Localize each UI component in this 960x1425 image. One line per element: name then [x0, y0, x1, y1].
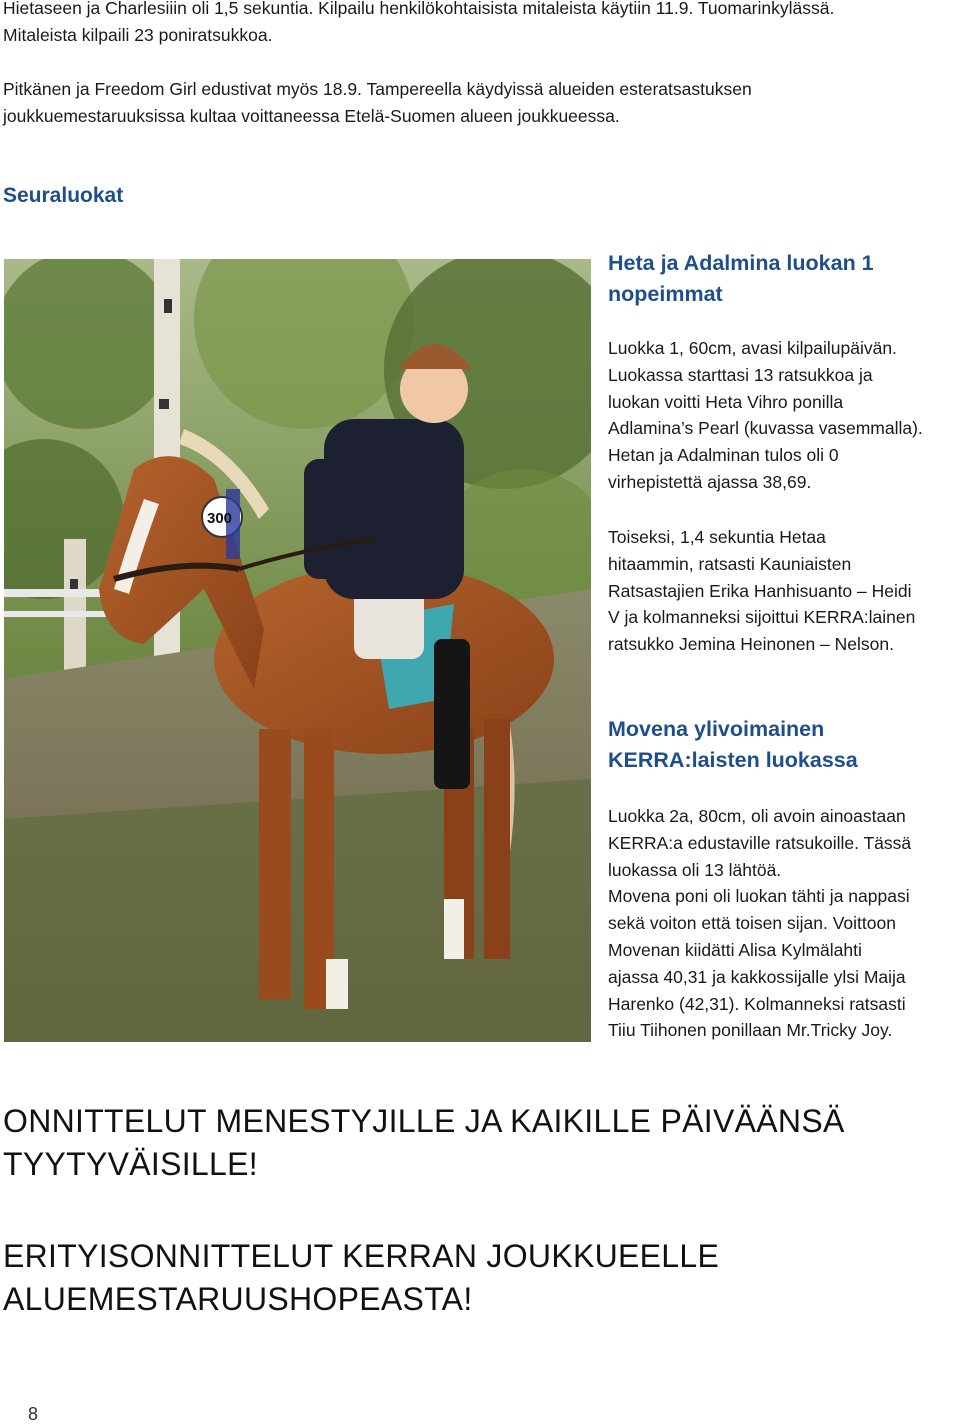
congrats-line: ALUEMESTARUUSHOPEASTA! — [3, 1281, 473, 1317]
article-heading-adalmina — [608, 248, 958, 310]
text-line: Ratsastajien Erika Hanhisuanto – Heidi — [608, 580, 912, 601]
text-line: sekä voiton että toisen sijan. Voittoon — [608, 913, 896, 934]
text-line: ajassa 40,31 ja kakkossijalle ylsi Maija — [608, 966, 906, 987]
text-line: luokan voitti Heta Vihro ponilla — [608, 391, 844, 412]
congrats-line: TYYTYVÄISILLE! — [3, 1146, 258, 1182]
text-line: Movena poni oli luokan tähti ja nappasi — [608, 886, 910, 907]
section-title: Seuraluokat — [3, 184, 124, 207]
text-line: Harenko (42,31). Kolmanneksi ratsasti — [608, 993, 906, 1014]
intro-line: joukkuemestaruuksissa kultaa voittaneessa Etelä-Suomen alueen joukkueessa. — [3, 106, 620, 126]
congratulations-message — [3, 1100, 845, 1186]
article-heading-movena — [608, 714, 958, 776]
text-line: KERRA:a edustaville ratsukoille. Tässä — [608, 832, 912, 853]
text-line: Luokka 1, 60cm, avasi kilpailupäivän. — [608, 338, 897, 358]
text-line: luokassa oli 13 lähtöä. — [608, 859, 782, 880]
heading-line: Movena ylivoimainen — [608, 717, 825, 741]
page-number: 8 — [28, 1404, 39, 1424]
text-line: virhepistettä ajassa 38,69. — [608, 471, 812, 492]
intro-paragraph-1 — [3, 0, 834, 49]
text-line: Luokassa starttasi 13 ratsukkoa ja — [608, 364, 873, 385]
text-line: Adlamina’s Pearl (kuvassa vasemmalla). — [608, 418, 923, 439]
text-line: Toiseksi, 1,4 sekuntia Hetaa — [608, 527, 826, 547]
text-line: V ja kolmanneksi sijoittui KERRA:lainen — [608, 607, 916, 628]
congrats-line: ERITYISONNITTELUT KERRAN JOUKKUEELLE — [3, 1238, 720, 1274]
text-line: Luokka 2a, 80cm, oli avoin ainoastaan — [608, 806, 906, 826]
congrats-line: ONNITTELUT MENESTYJILLE JA KAIKILLE PÄIVÄÄNSÄ — [3, 1103, 845, 1139]
intro-paragraph-2 — [3, 76, 752, 130]
heading-line: Heta ja Adalmina luokan 1 — [608, 251, 874, 275]
text-line: hitaammin, ratsasti Kauniaisten — [608, 553, 852, 574]
intro-line: Pitkänen ja Freedom Girl edustivat myös 18.9. Tampereella käydyissä alueiden esteratsastuksen — [3, 79, 752, 99]
text-line: Hetan ja Adalminan tulos oli 0 — [608, 445, 839, 466]
intro-line: Hietaseen ja Charlesiiin oli 1,5 sekuntia. Kilpailu henkilökohtaisista mitaleista käytiin 11.9. Tuomarinkylässä. — [3, 0, 835, 18]
text-line: Movenan kiidätti Alisa Kylmälahti — [608, 939, 862, 960]
text-line: Tiiu Tiihonen ponillaan Mr.Tricky Joy. — [608, 1020, 893, 1041]
intro-line: Mitaleista kilpaili 23 poniratsukkoa. — [3, 25, 273, 45]
article-paragraph-class2a — [608, 803, 958, 1044]
horse-number-tag: 300 — [207, 510, 233, 527]
article-paragraph-class1 — [608, 335, 958, 496]
heading-line: nopeimmat — [608, 282, 723, 306]
heading-line: KERRA:laisten luokassa — [608, 748, 858, 772]
horse-rider-photo — [4, 259, 591, 1042]
article-paragraph-placings — [608, 524, 958, 658]
text-line: ratsukko Jemina Heinonen – Nelson. — [608, 634, 894, 655]
special-congratulations-message — [3, 1235, 719, 1321]
